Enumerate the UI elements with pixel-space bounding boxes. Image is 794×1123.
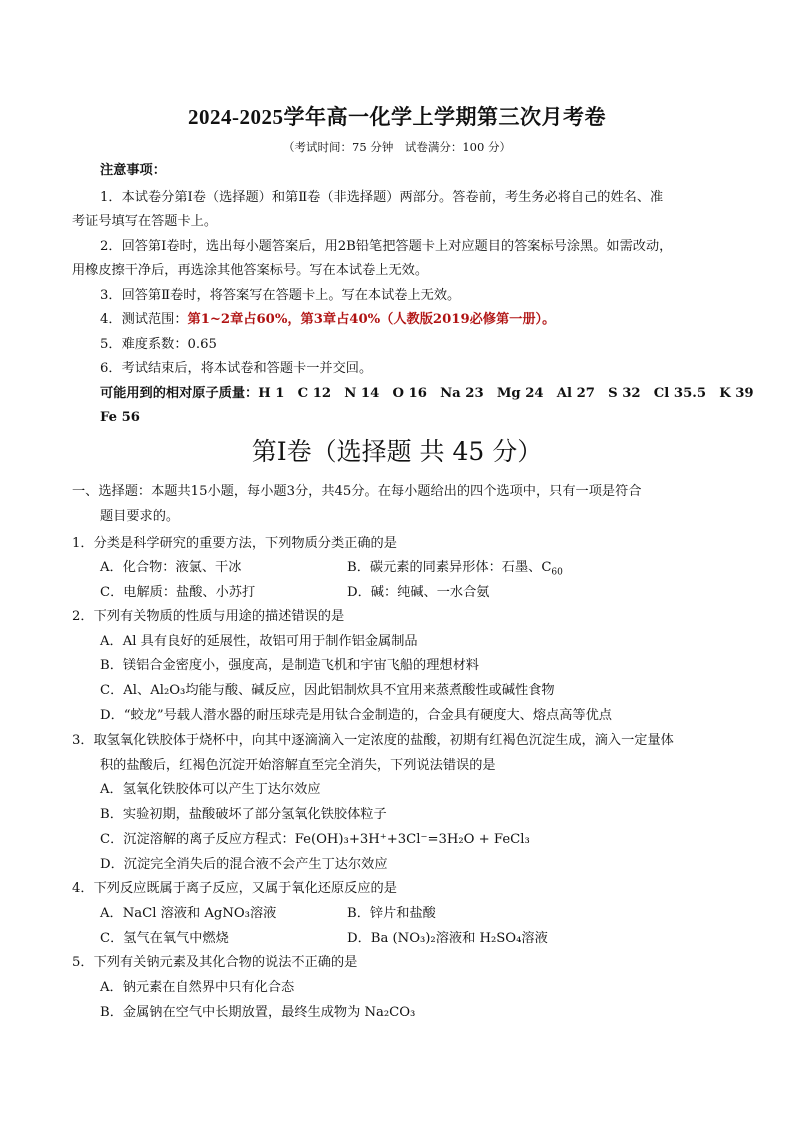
q3-stem: 3．取氢氧化铁胶体于烧杯中，向其中逐滴滴入一定浓度的盐酸，初期有红褐色沉淀生成，滴入一定量体 [72, 733, 674, 748]
notice-5: 5．难度系数：0.65 [100, 337, 217, 352]
exam-subtitle: （考试时间：75 分钟 试卷满分：100 分） [283, 140, 511, 154]
q3-stem-cont: 积的盐酸后，红褐色沉淀开始溶解直至完全消失，下列说法错误的是 [100, 758, 496, 773]
atomic-mass-line-cont: Fe 56 [100, 410, 140, 425]
notice-heading: 注意事项： [100, 163, 166, 178]
test-scope: 第1~2章占60%，第3章占40%（人教版2019必修第一册）。 [187, 312, 556, 327]
q1-option-c: C．电解质：盐酸、小苏打 [100, 585, 256, 600]
q4-option-c: C．氢气在氧气中燃烧 [100, 931, 229, 946]
q2-option-b: B．镁铝合金密度小，强度高，是制造飞机和宇宙飞船的理想材料 [100, 658, 479, 673]
q3-option-d: D．沉淀完全消失后的混合液不会产生丁达尔效应 [100, 857, 388, 872]
q4-option-a: A．NaCl 溶液和 AgNO₃溶液 [100, 906, 277, 921]
q3-option-a: A．氢氧化铁胶体可以产生丁达尔效应 [100, 782, 321, 797]
q4-option-b: B．锌片和盐酸 [347, 906, 436, 921]
q5-stem: 5．下列有关钠元素及其化合物的说法不正确的是 [72, 955, 358, 970]
notice-6: 6．考试结束后，将本试卷和答题卡一并交回。 [100, 361, 373, 376]
notice-1: 1．本试卷分第Ⅰ卷（选择题）和第Ⅱ卷（非选择题）两部分。答卷前，考生务必将自己的姓名、准 [100, 190, 664, 205]
q5-option-a: A．钠元素在自然界中只有化合态 [100, 980, 295, 995]
exam-title: 2024-2025学年高一化学上学期第三次月考卷 [188, 105, 606, 129]
atomic-mass-line: 可能用到的相对原子质量：H 1 C 12 N 14 O 16 Na 23 Mg 24 Al 27 S 32 Cl 35.5 K 39 [100, 386, 754, 401]
notice-2: 2．回答第Ⅰ卷时，选出每小题答案后，用2B铅笔把答题卡上对应题目的答案标号涂黑。如需改动， [100, 239, 673, 254]
q1-option-a: A．化合物：液氯、干冰 [100, 560, 242, 575]
notice-4 [100, 311, 555, 329]
q1-option-b-text: B．碳元素的同素异形体：石墨、C [347, 560, 552, 575]
q4-stem: 4．下列反应既属于离子反应，又属于氧化还原反应的是 [72, 881, 397, 896]
instruction-line: 一、选择题：本题共15小题，每小题3分，共45分。在每小题给出的四个选项中，只有一项是符合 [72, 484, 642, 499]
notice-4-label: 4．测试范围： [100, 312, 188, 327]
q3-option-c: C．沉淀溶解的离子反应方程式：Fe(OH)₃+3H⁺+3Cl⁻=3H₂O + FeCl₃ [100, 832, 530, 847]
notice-3: 3．回答第Ⅱ卷时，将答案写在答题卡上。写在本试卷上无效。 [100, 288, 461, 303]
q3-option-b: B．实验初期，盐酸破坏了部分氢氧化铁胶体粒子 [100, 807, 387, 822]
q2-option-d: D．“蛟龙”号载人潜水器的耐压球壳是用钛合金制造的，合金具有硬度大、熔点高等优点 [100, 708, 612, 723]
q2-option-a: A．Al 具有良好的延展性，故铝可用于制作铝金属制品 [100, 634, 418, 649]
q1-stem: 1．分类是科学研究的重要方法，下列物质分类正确的是 [72, 536, 397, 551]
q4-option-d: D．Ba (NO₃)₂溶液和 H₂SO₄溶液 [347, 931, 548, 946]
q2-stem: 2．下列有关物质的性质与用途的描述错误的是 [72, 609, 345, 624]
instruction-line-cont: 题目要求的。 [100, 509, 180, 524]
q2-option-c: C．Al、Al₂O₃均能与酸、碱反应，因此铝制炊具不宜用来蒸煮酸性或碱性食物 [100, 683, 555, 698]
q1-option-b [347, 559, 563, 577]
q5-option-b: B．金属钠在空气中长期放置，最终生成物为 Na₂CO₃ [100, 1005, 416, 1020]
notice-2-cont: 用橡皮擦干净后，再选涂其他答案标号。写在本试卷上无效。 [72, 263, 429, 278]
section-title: 第Ⅰ卷（选择题 共 45 分） [251, 437, 543, 466]
notice-1-cont: 考证号填写在答题卡上。 [72, 214, 218, 229]
q1-option-b-subscript: 60 [551, 567, 563, 578]
q1-option-d: D．碱：纯碱、一水合氨 [347, 585, 490, 600]
